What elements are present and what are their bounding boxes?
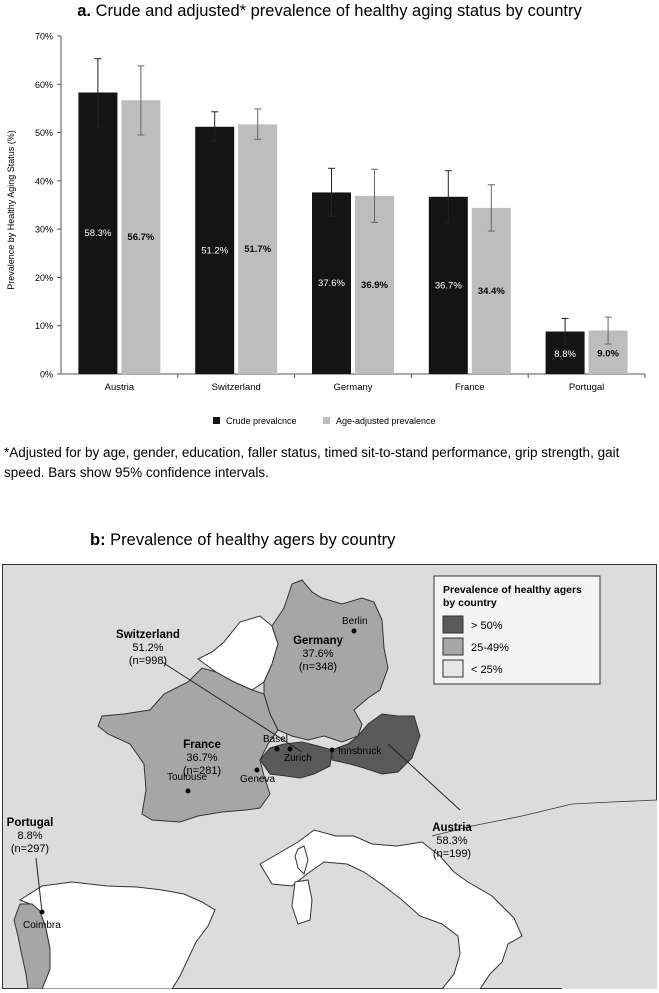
y-axis-label: Prevalence by Healthy Aging Status (%) [6, 130, 16, 290]
city-label-geneva: Geneva [240, 774, 276, 785]
map-legend-label-high: > 50% [471, 620, 503, 632]
map-title-prefix: b: [90, 531, 106, 549]
city-label-zurich: Zurich [284, 753, 312, 764]
chart-a-title-prefix: a. [77, 2, 91, 20]
city-marker-coimbra [40, 910, 45, 915]
y-tick-label: 40% [34, 176, 53, 187]
country-pct-germany: 37.6% [302, 648, 334, 660]
legend-swatch-crude [213, 417, 220, 424]
map-legend-swatch-low [443, 660, 463, 677]
country-pct-portugal: 8.8% [17, 830, 43, 842]
country-name-switzerland: Switzerland [116, 629, 180, 641]
annotation-france [183, 739, 221, 777]
bar-value-label: 36.9% [361, 279, 388, 291]
country-name-austria: Austria [432, 822, 472, 834]
city-marker-zurich [288, 747, 293, 752]
bar-value-labels [84, 228, 619, 360]
y-tick-label: 30% [34, 224, 53, 235]
map-title [90, 531, 395, 550]
x-category-label: Portugal [568, 382, 605, 393]
city-marker-geneva [255, 768, 260, 773]
country-n-austria: (n=199) [432, 848, 472, 860]
country-name-france: France [183, 739, 221, 751]
chart-footnote: *Adjusted for by age, gender, education, faller status, timed sit-to-stand performance, grip strength, gait speed. Bars show 95% confidence intervals. [4, 445, 620, 480]
y-tick-labels [35, 32, 53, 380]
bar-value-label: 56.7% [127, 232, 155, 244]
y-tick-label: 20% [34, 272, 53, 283]
country-name-portugal: Portugal [6, 817, 54, 829]
annotation-austria [432, 822, 472, 860]
city-label-basel: Basel [263, 734, 289, 745]
bar-value-label: 9.0% [597, 348, 619, 360]
bar-value-label: 37.6% [318, 278, 345, 290]
map-legend-swatch-high [443, 616, 463, 633]
map-legend-label-mid: 25-49% [471, 642, 509, 654]
chart-legend [213, 416, 436, 426]
map-legend-swatch-mid [443, 638, 463, 655]
bar-chart [0, 0, 659, 440]
bar-value-label: 58.3% [84, 228, 112, 240]
bar-value-label: 51.2% [201, 245, 229, 257]
legend-label-adjusted: Age-adjusted prevalence [336, 416, 436, 426]
city-label-berlin: Berlin [342, 616, 368, 627]
prevalence-map [2, 564, 657, 989]
legend-label-crude: Crude prevalcnce [226, 416, 297, 426]
x-category-label: Germany [333, 382, 373, 393]
y-tick-label: 10% [34, 321, 53, 332]
country-n-switzerland: (n=998) [128, 655, 168, 667]
map-legend-title-line1: Prevalence of healthy agers [443, 584, 582, 596]
y-tick-label: 0% [39, 369, 53, 380]
y-tick-label: 70% [34, 31, 53, 42]
x-category-label: Austria [104, 382, 135, 393]
city-marker-innsbruck [330, 748, 335, 753]
map-legend-title-line2: by country [443, 597, 497, 609]
legend-swatch-adjusted [323, 417, 330, 424]
city-label-toulouse: Toulouse [167, 772, 208, 783]
bar-value-label: 36.7% [434, 280, 462, 292]
x-category-label: Switzerland [211, 382, 261, 393]
country-pct-france: 36.7% [186, 752, 218, 764]
bar-value-label: 34.4% [477, 285, 505, 297]
x-category-labels [105, 382, 605, 393]
bars [78, 92, 627, 374]
city-label-coimbra: Coimbra [23, 920, 61, 931]
y-tick-label: 60% [34, 79, 53, 90]
country-n-france: (n=281) [182, 765, 222, 777]
country-pct-austria: 58.3% [436, 835, 468, 847]
bar-value-label: 8.8% [554, 348, 576, 360]
city-label-innsbruck: Innsbruck [338, 746, 382, 757]
map-title-text: Prevalence of healthy agers by country [110, 531, 396, 549]
x-category-label: France [455, 382, 485, 393]
error-bars [94, 59, 611, 345]
map-legend-label-low: < 25% [471, 664, 503, 676]
city-marker-toulouse [186, 789, 191, 794]
y-tick-label: 50% [34, 128, 53, 139]
country-n-portugal: (n=297) [10, 843, 50, 855]
bar-value-label: 51.7% [244, 244, 272, 256]
city-marker-basel [275, 747, 280, 752]
map-legend [434, 576, 600, 684]
country-name-germany: Germany [293, 635, 343, 647]
country-pct-switzerland: 51.2% [132, 642, 164, 654]
country-n-germany: (n=348) [298, 661, 338, 673]
chart-a-title-text: Crude and adjusted* prevalence of healthy aging status by country [95, 2, 582, 20]
city-marker-berlin [352, 629, 357, 634]
